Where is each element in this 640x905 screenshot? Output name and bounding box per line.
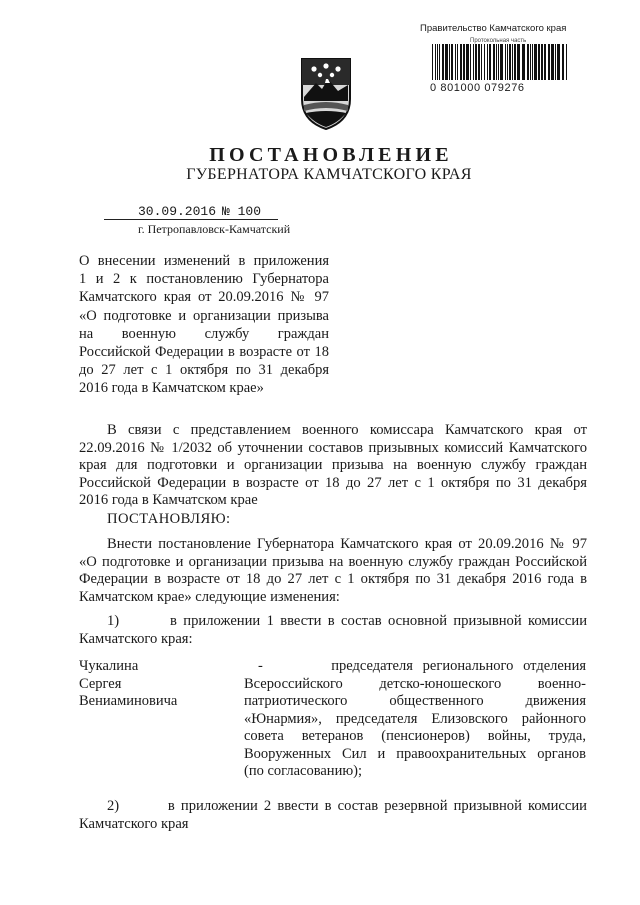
subject-line: на военную службу граждан: [79, 325, 329, 342]
paragraph-line: Внести постановление Губернатора Камчатского края от 20.09.2016 № 97: [107, 536, 587, 552]
barcode: [432, 44, 570, 80]
paragraph-line: края для подготовки и организации призыва на военную службу граждан: [79, 457, 587, 474]
name-line: Сергея: [79, 675, 122, 692]
paragraph-line: «О подготовке и организации призыва на военную службу граждан Российской: [79, 553, 587, 570]
dash: -: [258, 658, 263, 674]
item-number: 1): [107, 613, 120, 629]
description-line: (по согласованию);: [244, 763, 363, 779]
name-line: Вениаминовича: [79, 693, 178, 709]
item-text: Камчатского края: [79, 815, 189, 832]
item-text: в приложении 1 ввести в состав основной призывной комиссии: [170, 613, 587, 629]
date-number-line: [104, 204, 278, 220]
subject-line: 1 и 2 к постановлению Губернатора: [79, 271, 329, 288]
preamble-paragraph: [79, 422, 587, 510]
subject-line: 2016 года в Камчатском крае»: [79, 380, 264, 397]
person-description: [244, 658, 586, 781]
description-line: совета ветеранов (пенсионеров) войны, труда,: [244, 728, 586, 744]
description-line: Всероссийского детско-юношеского военно-: [244, 675, 586, 692]
city: г. Петропавловск-Камчатский: [138, 222, 291, 236]
subject-line: до 27 лет с 1 октября по 31 декабря: [79, 362, 329, 379]
stamp-sub-label: Протокольная часть: [470, 38, 527, 44]
description-line: председателя регионального отделения: [331, 658, 586, 674]
paragraph-line: В связи с представлением военного комиссара Камчатского края от: [107, 422, 587, 438]
kamchatka-emblem-icon: [298, 55, 354, 131]
paragraph-line: Камчатском крае» следующие изменения:: [79, 588, 340, 605]
person-name: [79, 658, 177, 711]
number-label: №: [222, 204, 230, 219]
subject-block: [79, 252, 329, 398]
description-line: Вооруженных Сил и правоохранительных органов: [244, 745, 586, 762]
item-text: Камчатского края:: [79, 630, 193, 647]
decree-date: 30.09.2016: [104, 204, 220, 220]
item-2: [79, 798, 587, 833]
subject-line: О внесении изменений в приложения: [79, 253, 329, 269]
subject-line: Камчатского края от 20.09.2016 № 97: [79, 289, 329, 306]
paragraph-line: Российской Федерации в возрасте от 18 до 27 лет с 1 октября по 31 декабря: [79, 474, 587, 491]
decree-number: 100: [237, 204, 262, 219]
paragraph-line: Федерации в возрасте от 18 до 27 лет с 1 октября по 31 декабря 2016 года в: [79, 571, 587, 588]
stamp-organization: Правительство Камчатского края: [420, 23, 567, 34]
subject-line: Российской Федерации в возрасте от 18: [79, 344, 329, 361]
description-line: патриотического общественного движения: [244, 693, 586, 709]
item-text: в приложении 2 ввести в состав резервной призывной комиссии: [167, 798, 587, 814]
amendment-paragraph: [79, 536, 587, 606]
name-line: Чукалина: [79, 658, 139, 674]
paragraph-line: 22.09.2016 № 1/2032 об уточнении составов призывных комиссий Камчатского: [79, 439, 587, 456]
item-number: 2): [107, 798, 120, 814]
item-1: [79, 613, 587, 648]
description-line: «Юнармия», председателя Елизовского районного: [244, 710, 586, 727]
document-title: ПОСТАНОВЛЕНИЕ: [209, 144, 453, 166]
decree-word: ПОСТАНОВЛЯЮ:: [107, 511, 231, 527]
paragraph-line: 2016 года в Камчатском крае: [79, 492, 258, 509]
document-subtitle: ГУБЕРНАТОРА КАМЧАТСКОГО КРАЯ: [186, 166, 472, 183]
subject-line: «О подготовке и организации призыва: [79, 307, 329, 324]
barcode-number: 0 801000 079276: [430, 82, 525, 94]
